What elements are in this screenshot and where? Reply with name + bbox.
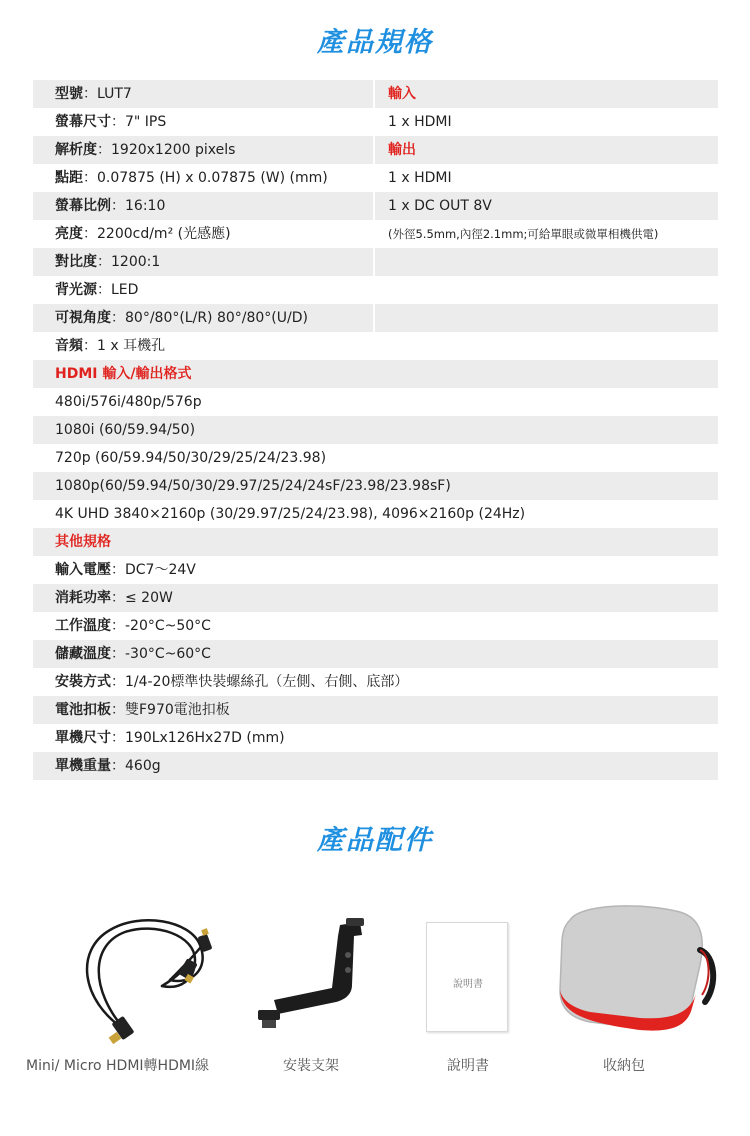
spec-value: 1/4-20標準快裝螺絲孔（左側、右側、底部）	[125, 674, 409, 690]
mount-bracket-label: 安裝支架	[283, 1058, 339, 1074]
manual-sheet	[426, 922, 508, 1032]
io-value: 1 x HDMI	[388, 170, 452, 186]
spec-value: 2200cd/m² (光感應)	[97, 226, 231, 242]
spec-value: LED	[111, 282, 139, 298]
column-divider	[373, 248, 375, 276]
hdmi-format: 480i/576i/480p/576p	[55, 394, 202, 410]
hdmi-cable-label: Mini/ Micro HDMI轉HDMI線	[26, 1058, 210, 1074]
hdmi-cable-icon	[70, 890, 240, 1050]
hdmi-format-row	[33, 388, 718, 416]
output-heading: 輸出	[388, 142, 416, 158]
spec-label: 電池扣板	[55, 702, 111, 718]
spec-label: 型號	[55, 86, 83, 102]
spec-value: 0.07875 (H) x 0.07875 (W) (mm)	[97, 170, 328, 186]
accessories-title: 產品配件	[317, 825, 433, 856]
hdmi-format-heading: HDMI 輸入/輸出格式	[55, 366, 192, 382]
spec-value: 雙F970電池扣板	[125, 702, 230, 718]
column-divider	[373, 192, 375, 220]
spec-row: 儲藏溫度：-30°C~60°C	[33, 640, 718, 668]
spec-row: 對比度：1200:1	[33, 248, 718, 276]
spec-row: 輸入電壓：DC7～24V	[55, 562, 196, 578]
carrying-case-label: 收納包	[603, 1058, 645, 1074]
hdmi-format: 1080i (60/59.94/50)	[55, 422, 196, 438]
manual-image	[420, 890, 516, 1050]
manual-label: 說明書	[447, 1058, 489, 1074]
spec-row: 安裝方式：1/4-20標準快裝螺絲孔（左側、右側、底部）	[55, 674, 409, 690]
spec-value: -30°C~60°C	[125, 646, 211, 662]
spec-label: 消耗功率	[55, 590, 111, 606]
spec-value: 1200:1	[111, 254, 161, 270]
spec-value: 190Lx126Hx27D (mm)	[125, 730, 285, 746]
mount-bracket-image	[248, 890, 388, 1050]
hdmi-format-heading-row	[33, 360, 718, 388]
spec-label: 輸入電壓	[55, 562, 111, 578]
spec-row: 工作溫度：-20°C~50°C	[55, 618, 211, 634]
hdmi-format-row	[33, 472, 718, 500]
spec-row: 螢幕尺寸：7" IPS 1 x HDMI	[33, 108, 718, 136]
carrying-case-image	[550, 890, 720, 1050]
spec-value: 460g	[125, 758, 161, 774]
spec-label: 解析度	[55, 142, 97, 158]
spec-value: -20°C~50°C	[125, 618, 211, 634]
spec-row: 點距：0.07875 (H) x 0.07875 (W) (mm) 1 x HDMI	[33, 164, 718, 192]
spec-row: 背光源：LED	[55, 282, 139, 298]
hdmi-cable-image	[70, 890, 240, 1050]
spec-value: 16:10	[125, 198, 166, 214]
spec-value: 1 x 耳機孔	[97, 338, 166, 354]
mount-bracket-icon	[248, 890, 388, 1050]
spec-value: LUT7	[97, 86, 132, 102]
spec-label: 單機重量	[55, 758, 111, 774]
spec-row: 螢幕比例：16:10 1 x DC OUT 8V	[33, 192, 718, 220]
input-heading: 輸入	[388, 86, 416, 102]
io-value: 1 x HDMI	[388, 114, 452, 130]
spec-row: 型號：LUT7 輸入	[33, 80, 718, 108]
hdmi-format-row	[33, 444, 718, 472]
spec-row: 音頻：1 x 耳機孔	[55, 338, 166, 354]
specs-title: 產品規格	[317, 27, 433, 58]
other-specs-heading: 其他規格	[55, 534, 111, 550]
spec-label: 螢幕尺寸	[55, 114, 111, 130]
spec-label: 音頻	[55, 338, 83, 354]
hdmi-format-row	[33, 416, 718, 444]
hdmi-format-row	[33, 500, 718, 528]
spec-label: 單機尺寸	[55, 730, 111, 746]
spec-label: 亮度	[55, 226, 83, 242]
spec-table	[33, 80, 718, 780]
spec-value: DC7～24V	[125, 562, 196, 578]
hdmi-format: 720p (60/59.94/50/30/29/25/24/23.98)	[55, 450, 327, 466]
spec-row: 消耗功率：≤ 20W	[33, 584, 718, 612]
spec-value: 7" IPS	[125, 114, 167, 130]
column-divider	[373, 80, 375, 108]
spec-label: 點距	[55, 170, 83, 186]
spec-row: 單機尺寸：190Lx126Hx27D (mm)	[55, 730, 285, 746]
spec-label: 對比度	[55, 254, 97, 270]
spec-label: 螢幕比例	[55, 198, 111, 214]
column-divider	[373, 304, 375, 332]
carrying-case-icon	[550, 890, 720, 1050]
hdmi-format: 4K UHD 3840×2160p (30/29.97/25/24/23.98), 4096×2160p (24Hz)	[55, 506, 526, 522]
spec-value: 80°/80°(L/R) 80°/80°(U/D)	[125, 310, 308, 326]
column-divider	[373, 136, 375, 164]
spec-row: 亮度：2200cd/m² (光感應) (外徑5.5mm,內徑2.1mm;可給單眼或微單相機供電)	[33, 220, 718, 248]
other-specs-heading-row	[33, 528, 718, 556]
spec-row: 可視角度：80°/80°(L/R) 80°/80°(U/D)	[33, 304, 718, 332]
spec-label: 工作溫度	[55, 618, 111, 634]
spec-label: 可視角度	[55, 310, 111, 326]
manual-cover-text: 說明書	[453, 979, 483, 990]
spec-label: 安裝方式	[55, 674, 111, 690]
spec-value: ≤ 20W	[125, 590, 173, 606]
spec-row: 電池扣板：雙F970電池扣板	[33, 696, 718, 724]
hdmi-format: 1080p(60/59.94/50/30/29.97/25/24/24sF/23.98/23.98sF)	[55, 478, 451, 494]
spec-row: 單機重量：460g	[33, 752, 718, 780]
spec-label: 背光源	[55, 282, 97, 298]
spec-label: 儲藏溫度	[55, 646, 111, 662]
io-note: (外徑5.5mm,內徑2.1mm;可給單眼或微單相機供電)	[388, 227, 659, 241]
io-value: 1 x DC OUT 8V	[388, 198, 492, 214]
spec-row: 解析度：1920x1200 pixels 輸出	[33, 136, 718, 164]
spec-value: 1920x1200 pixels	[111, 142, 236, 158]
